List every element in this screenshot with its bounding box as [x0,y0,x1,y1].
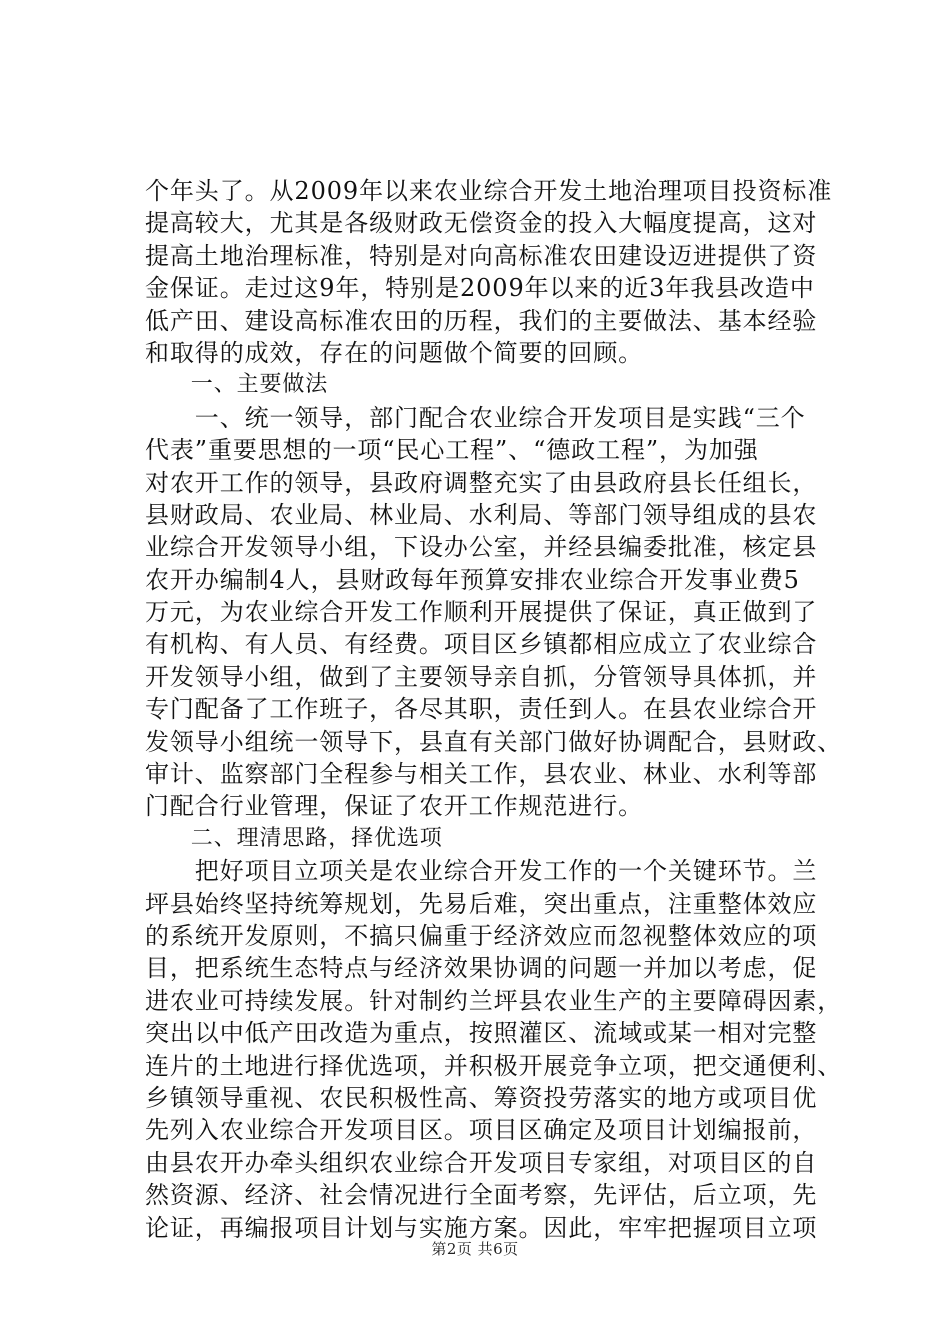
section-heading: 一、主要做法 [145,372,329,398]
text-line: 乡镇领导重视、农民积极性高、筹资投劳落实的地方或项目优 [145,1083,818,1112]
text-line: 目，把系统生态特点与经济效果协调的问题一并加以考虑，促 [145,954,818,983]
text-line: 低产田、建设高标准农田的历程，我们的主要做法、基本经验 [145,306,818,335]
text-line: 个年头了。从2009年以来农业综合开发土地治理项目投资标准 [145,177,833,205]
section-heading: 二、理清思路，择优选项 [145,825,443,851]
text-line: 业综合开发领导小组，下设办公室，并经县编委批准，核定县 [145,533,818,562]
text-line: 万元，为农业综合开发工作顺利开展提供了保证，真正做到了 [145,598,818,627]
body-text [145,175,845,1244]
text-line: 的系统开发原则，不搞只偏重于经济效应而忽视整体效应的项 [145,921,818,950]
text-line: 论证，再编报项目计划与实施方案。因此，牢牢把握项目立项 [145,1213,818,1242]
text-line: 县财政局、农业局、林业局、水利局、等部门领导组成的县农 [145,500,818,529]
text-line: 开发领导小组，做到了主要领导亲自抓，分管领导具体抓，并 [145,662,818,691]
text-line: 先列入农业综合开发项目区。项目区确定及项目计划编报前， [145,1116,818,1145]
text-line: 代表”重要思想的一项“民心工程”、“德政工程”，为加强 [145,436,759,465]
text-line: 发领导小组统一领导下，县直有关部门做好协调配合，县财政、 [145,727,843,756]
text-line: 然资源、经济、社会情况进行全面考察，先评估，后立项，先 [145,1181,818,1210]
text-line: 审计、监察部门全程参与相关工作，县农业、林业、水利等部 [145,760,818,789]
text-line: 进农业可持续发展。针对制约兰坪县农业生产的主要障碍因素， [145,986,843,1015]
page-footer [0,1238,950,1259]
text-line: 农开办编制4人，县财政每年预算安排农业综合开发事业费5 [145,565,800,594]
text-line: 门配合行业管理，保证了农开工作规范进行。 [145,792,643,821]
text-line: 连片的土地进行择优选项，并积极开展竞争立项，把交通便利、 [145,1051,843,1080]
text-line: 突出以中低产田改造为重点，按照灌区、流域或某一相对完整 [145,1019,818,1048]
text-line: 专门配备了工作班子，各尽其职，责任到人。在县农业综合开 [145,695,818,724]
text-line: 提高土地治理标准，特别是对向高标准农田建设迈进提供了资 [145,241,818,270]
text-line: 把好项目立项关是农业综合开发工作的一个关键环节。兰 [145,857,818,886]
text-line: 对农开工作的领导，县政府调整充实了由县政府县长任组长， [145,468,818,497]
text-line: 和取得的成效，存在的问题做个简要的回顾。 [145,338,643,367]
text-line: 坪县始终坚持统筹规划，先易后难，突出重点，注重整体效应 [145,889,818,918]
text-line: 由县农开办牵头组织农业综合开发项目专家组，对项目区的自 [145,1148,818,1177]
page-number: 第2页 共6页 [431,1240,519,1258]
text-line: 金保证。走过这9年，特别是2009年以来的近3年我县改造中 [145,274,815,303]
text-line: 有机构、有人员、有经费。项目区乡镇都相应成立了农业综合 [145,630,818,659]
text-line: 提高较大，尤其是各级财政无偿资金的投入大幅度提高，这对 [145,209,818,238]
text-line: 一、统一领导，部门配合农业综合开发项目是实践“三个 [145,403,806,432]
